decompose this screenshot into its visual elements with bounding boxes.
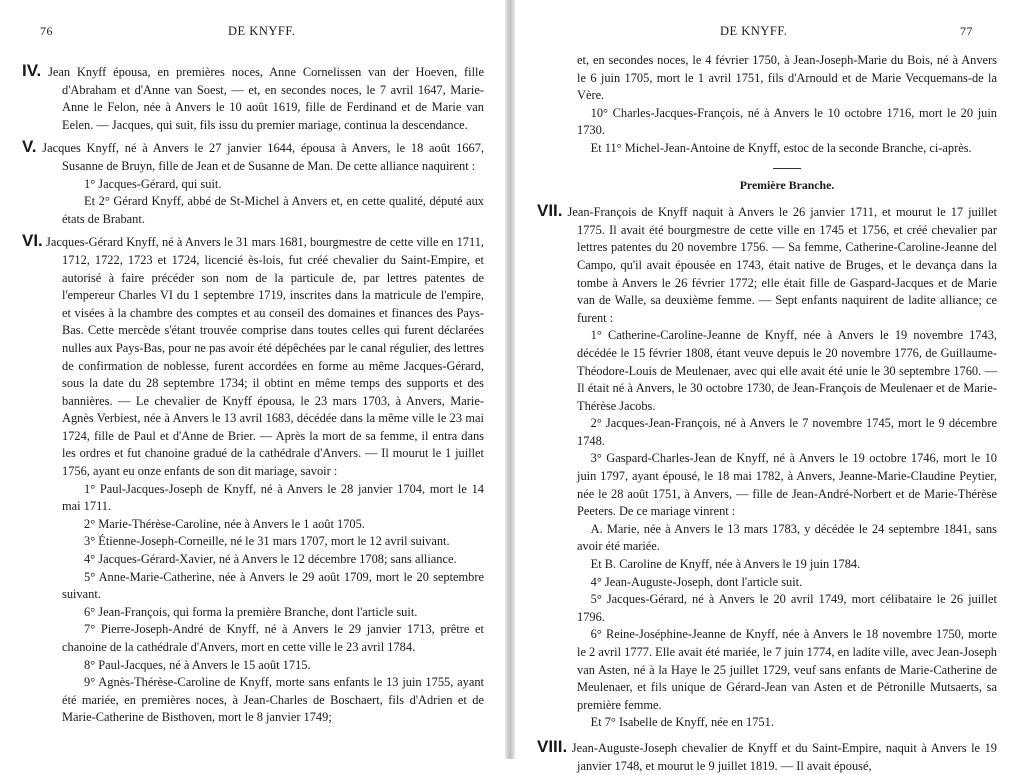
list-item: 7° Pierre-Joseph-André de Knyff, né à Anvers le 29 janvier 1713, prêtre et chanoine de la cathédrale d'Anvers, mort en cette ville le 23 avril 1784. <box>62 622 484 654</box>
paragraph-text: Jean-Auguste-Joseph chevalier de Knyff et du Saint-Empire, naquit à Anvers le 19 janvier 1748, et mourut le 9 juillet 1819. — Il avait épousé, <box>571 740 997 773</box>
page-number: 77 <box>960 24 973 38</box>
paragraph-text: Jean-François de Knyff naquit à Anvers le 26 janvier 1711, et mourut le 17 juillet 1775. Il avait été bourgmestre de cette ville en 1745 et 1756, et créé chevalier par lettres patentes du 20 novembre 1756. — Sa femme, Catherine-Caroline-Jeanne del Campo, qu'il avait épousée en 1743, était native de Bruges, et le devança dans la tombe à Anvers le 26 février 1772; elle était fille de Gaspard-Jacques et de Marie van de Walle, sa deuxième femme. — Sept enfants naquirent de ladite alliance; ce furent : <box>567 205 997 325</box>
paragraph-text: Jacques Knyff, né à Anvers le 27 janvier 1644, épousa à Anvers, le 18 août 1667, Susanne de Bruyn, fille de Jean et de Susanne de Man. De cette alliance naquirent : <box>42 141 484 173</box>
section-numeral: VI. <box>22 231 43 251</box>
paragraph: 1° Jacques-Gérard, qui suit. <box>84 176 222 191</box>
list-item: 2° Marie-Thérèse-Caroline, née à Anvers le 1 août 1705. <box>84 516 365 531</box>
paragraph-text: Jean Knyff épousa, en premières noces, Anne Cornelissen van der Hoeven, fille d'Abraham et d'Anne van Soest, — et, en secondes noces, le 7 avril 1647, Marie-Anne le Felon, née à Anvers le 10 août 1619, fille de Ferdinand et de Marie van Eelen. — Jacques, qui suit, fils issu du premier mariage, continua la descendance. <box>48 65 484 132</box>
page-number: 76 <box>40 24 53 38</box>
list-item: 6° Jean-François, qui forma la première Branche, dont l'article suit. <box>84 604 418 619</box>
list-item: A. Marie, née à Anvers le 13 mars 1783, y décédée le 24 septembre 1841, sans avoir été mariée. <box>577 521 997 554</box>
list-item: Et 7° Isabelle de Knyff, née en 1751. <box>590 715 774 730</box>
list-item: 2° Jacques-Jean-François, né à Anvers le 7 novembre 1745, mort le 9 décembre 1748. <box>577 416 997 448</box>
running-header: DE KNYFF. <box>228 24 296 38</box>
list-item: 1° Catherine-Caroline-Jeanne de Knyff, née à Anvers le 19 novembre 1743, décédée le 15 février 1808, étant veuve depuis le 20 novembre 1776, de Guillaume-Théodore-Louis de Meulenaer, avec qui elle avait été unie le 30 septembre 1760. — Il était né à Anvers, le 30 octobre 1730, de Jean-François de Meulenaer et de Marie-Thérèse Jacobs. <box>577 328 997 413</box>
paragraph <box>22 62 484 134</box>
section-numeral: IV. <box>22 61 42 80</box>
separator-rule <box>773 168 801 169</box>
running-header: DE KNYFF. <box>720 24 788 38</box>
right-text-block <box>537 52 997 775</box>
list-item: Et B. Caroline de Knyff, née à Anvers le 19 juin 1784. <box>590 557 861 572</box>
list-item: Et 11° Michel-Jean-Antoine de Knyff, estoc de la seconde Branche, ci-après. <box>590 140 972 155</box>
paragraph: et, en secondes noces, le 4 février 1750, à Jean-Joseph-Marie du Bois, né à Anvers le 6 juin 1705, mort le 1 avril 1751, fils d'Arnould et de Marie Vecquemans-de la Vère. <box>577 53 997 103</box>
list-item: 3° Étienne-Joseph-Corneille, né le 31 mars 1707, mort le 12 avril suivant. <box>84 534 450 549</box>
list-item: 8° Paul-Jacques, né à Anvers le 15 août 1715. <box>84 657 311 672</box>
list-item: 4° Jean-Auguste-Joseph, dont l'article suit. <box>590 574 803 589</box>
list-item: 9° Agnès-Thérèse-Caroline de Knyff, morte sans enfants le 13 juin 1755, ayant été mariée, en premières noces, à Jean-Charles de Boschaert, fils d'Adrien et de Marie-Catherine de Bisthoven, mort le 8 janvier 1749; <box>62 675 484 725</box>
paragraph <box>22 232 484 480</box>
section-title: Première Branche. <box>739 177 835 192</box>
left-page <box>0 0 505 759</box>
book-gutter <box>505 0 515 759</box>
left-text-block <box>22 62 484 727</box>
list-item: 5° Jacques-Gérard, né à Anvers le 20 avril 1749, mort célibataire le 26 juillet 1796. <box>577 592 997 624</box>
section-numeral: VII. <box>537 201 563 221</box>
list-item: 1° Paul-Jacques-Joseph de Knyff, né à Anvers le 28 janvier 1704, mort le 14 mai 1711. <box>62 481 484 514</box>
paragraph <box>537 202 997 327</box>
section-numeral: VIII. <box>537 736 568 756</box>
paragraph: Et 2° Gérard Knyff, abbé de St-Michel à Anvers et, en cette qualité, député aux états de Brabant. <box>62 194 484 226</box>
list-item: 10° Charles-Jacques-François, né à Anvers le 10 octobre 1716, mort le 20 juin 1730. <box>577 105 997 138</box>
list-item: 5° Anne-Marie-Catherine, née à Anvers le 29 août 1709, mort le 20 septembre suivant. <box>62 569 484 602</box>
paragraph <box>537 738 997 775</box>
list-item: 6° Reine-Joséphine-Jeanne de Knyff, née à Anvers le 18 novembre 1750, morte le 2 avril 1777. Elle avait été mariée, le 7 juin 1774, en ladite ville, avec Jean-Joseph van Asten, né à la Haye le 25 juillet 1729, veuf sans enfants de Marie-Catherine de Meulenaer, et fils unique de Gérard-Jean van Asten et de Pétronille Mutsaerts, sa première femme. <box>577 627 997 712</box>
list-item: 4° Jacques-Gérard-Xavier, né à Anvers le 12 décembre 1708; sans alliance. <box>84 552 457 567</box>
right-page <box>515 0 1024 773</box>
list-item: 3° Gaspard-Charles-Jean de Knyff, né à Anvers le 19 octobre 1746, mort le 10 juin 1797, ayant épousé, le 18 mai 1782, à Anvers, Jeanne-Marie-Claudine Peytier, née le 28 août 1751, à Anvers, — fille de Jean-André-Norbert et de Marie-Thérèse Peeters. De ce mariage vinrent : <box>577 451 997 519</box>
paragraph <box>22 138 484 175</box>
section-numeral: V. <box>22 137 37 157</box>
paragraph-text: Jacques-Gérard Knyff, né à Anvers le 31 mars 1681, bourgmestre de cette ville en 1711, 1712, 1722, 1723 et 1724, licencié ès-lois, fut créé chevalier du Saint-Empire, et autorisé à faire précéder son nom de la particule de, par lettres patentes de l'empereur Charles VI du 1 septembre 1719, inscrites dans la matricule de l'empire, et visées à la chambre des comptes et au conseil des domaines et finances des Pays-Bas. Cette mercède s'étant trouvée comprise dans toutes celles qui furent déclarées nulles aux Pays-Bas, pour ne pas avoir été dépêchées par le canal régulier, des lettres de confirmation de noblesse, furent accordées en forme au même Jacques-Gérard, sous la date du 28 septembre 1734; il obtint en même temps des supports et des bannières. — Le chevalier de Knyff épousa, le 23 mars 1703, à Anvers, Marie-Agnès Verbiest, née à Anvers le 13 avril 1683, décédée dans la même ville le 23 mai 1724, fille de Paul et d'Anne de Brier. — Après la mort de sa femme, il entra dans les ordres et fut chanoine gradué de la cathédrale d'Anvers. — Il mourut le 1 juillet 1756, ayant eu onze enfants de son dit mariage, savoir : <box>46 235 484 479</box>
